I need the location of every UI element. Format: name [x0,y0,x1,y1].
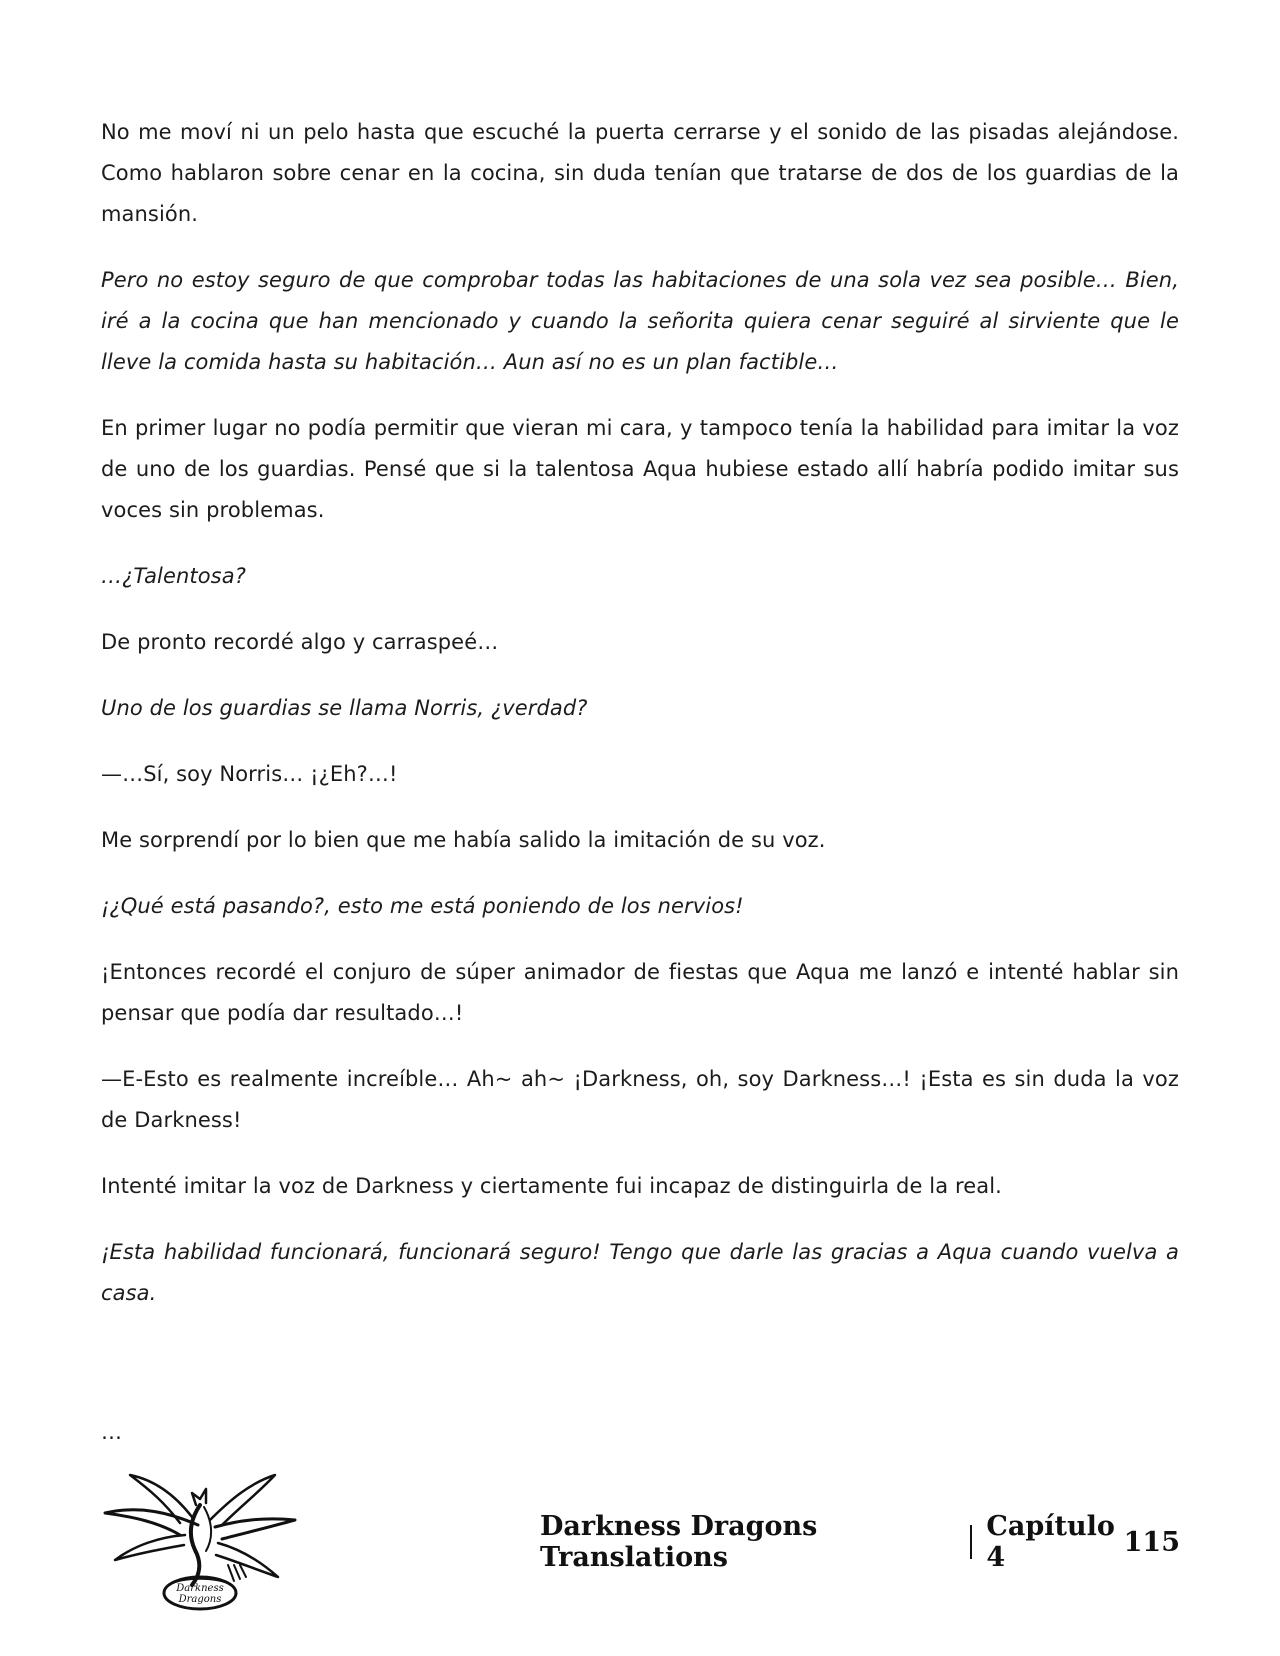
page-footer [540,1511,1180,1573]
paragraph: Pero no estoy seguro de que comprobar todas las habitaciones de una sola vez sea posible… Bien, iré a la cocina que han mencionado y cuando la señorita quiera cenar seguiré al sirviente que le lleve la comida hasta su habitación… Aun así no es un plan factible… [101,268,1179,374]
logo-text-line1: Darkness [176,1583,224,1594]
paragraph: Uno de los guardias se llama Norris, ¿verdad? [101,696,588,720]
paragraph: —E-Esto es realmente increíble… Ah~ ah~ ¡Darkness, oh, soy Darkness…! ¡Esta es sin duda la voz de Darkness! [101,1067,1179,1132]
footer-chapter: Capítulo 4 [986,1511,1115,1573]
paragraph: No me moví ni un pelo hasta que escuché la puerta cerrarse y el sonido de las pisadas alejándose. Como hablaron sobre cenar en la cocina, sin duda tenían que tratarse de dos de los guardias de la mansión. [101,120,1179,226]
paragraph: Intenté imitar la voz de Darkness y ciertamente fui incapaz de distinguirla de la real. [101,1174,1002,1198]
paragraph: ¡Esta habilidad funcionará, funcionará seguro! Tengo que darle las gracias a Aqua cuando vuelva a casa. [101,1240,1179,1305]
chapter-text [101,112,1179,1339]
paragraph: …¿Talentosa? [101,564,246,588]
dragon-logo-icon [100,1465,300,1613]
footer-divider [970,1525,973,1559]
paragraph: ¡¿Qué está pasando?, esto me está poniendo de los nervios! [101,894,744,918]
paragraph: —…Sí, soy Norris… ¡¿Eh?…! [101,762,398,786]
paragraph: En primer lugar no podía permitir que vieran mi cara, y tampoco tenía la habilidad para imitar la voz de uno de los guardias. Pensé que si la talentosa Aqua hubiese estado allí habría podido imitar sus voces sin problemas. [101,416,1179,522]
paragraph: ¡Entonces recordé el conjuro de súper animador de fiestas que Aqua me lanzó e intenté hablar sin pensar que podía dar resultado…! [101,960,1179,1025]
logo-text-line2: Dragons [178,1594,222,1605]
footer-group-name: Darkness Dragons Translations [540,1511,818,1573]
paragraph: De pronto recordé algo y carraspeé… [101,630,499,654]
page-number: 115 [1123,1526,1180,1558]
paragraph: Me sorprendí por lo bien que me había salido la imitación de su voz. [101,828,826,852]
section-break: … [101,1420,122,1444]
